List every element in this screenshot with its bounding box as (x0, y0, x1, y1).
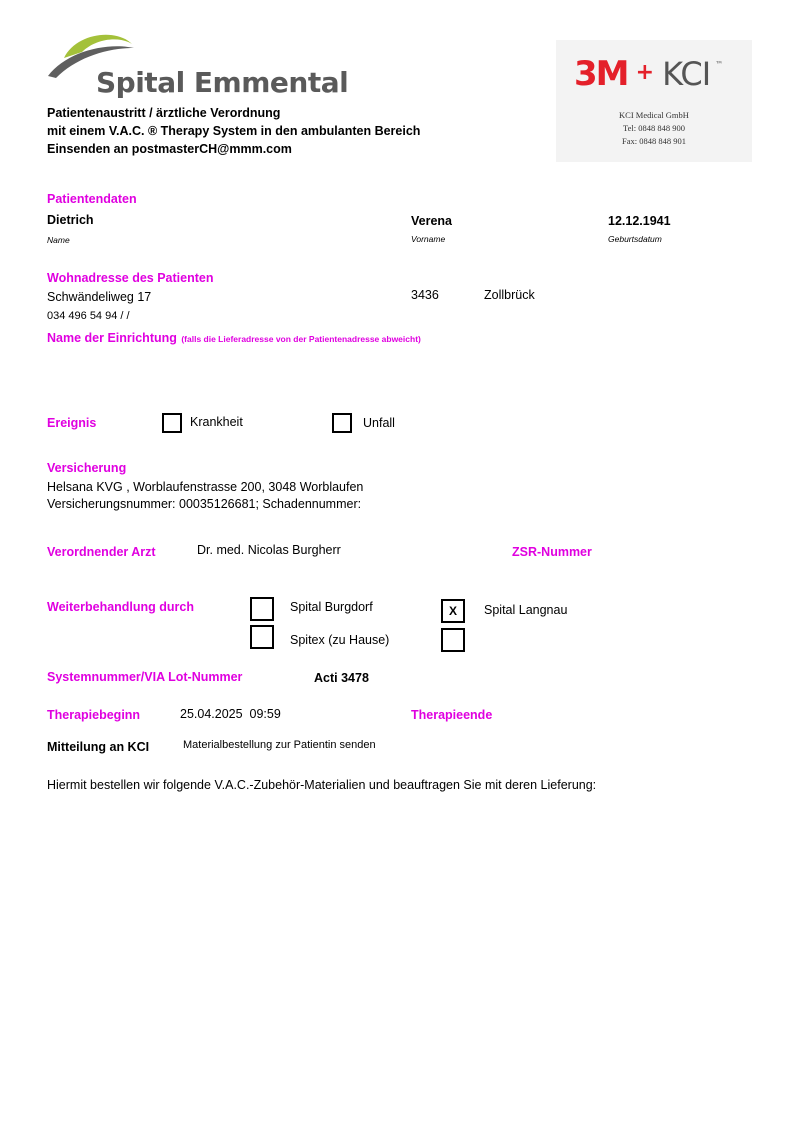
kci-brand (574, 54, 723, 94)
address-city: Zollbrück (484, 288, 535, 302)
patient-name: Dietrich (47, 213, 94, 227)
patient-vorname-label: Vorname (411, 234, 446, 244)
header-line-2: mit einem V.A.C. ® Therapy System in den ambulanten Bereich (47, 124, 421, 138)
message-value: Materialbestellung zur Patientin senden (183, 739, 376, 751)
system-value: Acti 3478 (314, 671, 369, 685)
header-line-1: Patientenaustritt / ärztliche Verordnung (47, 106, 281, 120)
kci-fax: Fax: 0848 848 901 (622, 136, 686, 146)
spital-langnau-label: Spital Langnau (484, 603, 568, 617)
patient-section-label: Patientendaten (47, 192, 137, 206)
zsr-label: ZSR-Nummer (512, 545, 592, 559)
spital-langnau-checkbox[interactable] (441, 599, 465, 623)
doctor-name: Dr. med. Nicolas Burgherr (197, 543, 341, 557)
facility-row (47, 329, 421, 347)
header-line-3: Einsenden an postmasterCH@mmm.com (47, 142, 292, 156)
ereignis-label: Ereignis (47, 416, 97, 430)
spital-burgdorf-label: Spital Burgdorf (290, 600, 373, 614)
address-plz: 3436 (411, 288, 439, 302)
brand-3m: 3M (574, 54, 628, 94)
patient-geburtsdatum-label: Geburtsdatum (608, 234, 662, 244)
message-label: Mitteilung an KCI (47, 740, 150, 754)
kci-tel: Tel: 0848 848 900 (623, 123, 685, 133)
order-text: Hiermit bestellen wir folgende V.A.C.-Zubehör-Materialien und beauftragen Sie mit deren Lieferung: (47, 778, 597, 792)
therapy-end-label: Therapieende (411, 708, 493, 722)
spitex-label: Spitex (zu Hause) (290, 633, 390, 647)
patient-name-label: Name (47, 235, 70, 245)
address-street: Schwändeliweg 17 (47, 290, 152, 304)
krankheit-label: Krankheit (190, 415, 243, 429)
unfall-label: Unfall (363, 416, 395, 430)
insurance-line-2: Versicherungsnummer: 00035126681; Schadennummer: (47, 497, 362, 511)
brand-tm: ™ (715, 60, 724, 69)
brand-kci: KCI (662, 55, 711, 93)
therapy-start-value: 25.04.2025 09:59 (180, 707, 281, 721)
empty-option-checkbox[interactable] (441, 628, 465, 652)
patient-geburtsdatum: 12.12.1941 (608, 214, 671, 228)
system-label: Systemnummer/VIA Lot-Nummer (47, 670, 243, 684)
spital-burgdorf-checkbox[interactable] (250, 597, 274, 621)
spitex-checkbox[interactable] (250, 625, 274, 649)
krankheit-checkbox[interactable] (162, 413, 182, 433)
logo-text: Spital Emmental (96, 66, 349, 99)
check-mark: X (448, 604, 457, 618)
insurance-line-1: Helsana KVG , Worblaufenstrasse 200, 3048 Worblaufen (47, 480, 364, 494)
address-section-label: Wohnadresse des Patienten (47, 271, 214, 285)
spital-emmental-logo (46, 28, 349, 102)
patient-vorname: Verena (411, 214, 453, 228)
therapy-start-label: Therapiebeginn (47, 708, 141, 722)
brand-plus-icon: + (635, 60, 655, 85)
insurance-label: Versicherung (47, 461, 127, 475)
facility-note: (falls die Lieferadresse von der Patientenadresse abweicht) (181, 334, 421, 344)
address-phone: 034 496 54 94 / / (47, 310, 130, 322)
unfall-checkbox[interactable] (332, 413, 352, 433)
kci-contact-box (556, 40, 752, 162)
doctor-label: Verordnender Arzt (47, 545, 156, 559)
followup-label: Weiterbehandlung durch (47, 600, 194, 614)
kci-company: KCI Medical GmbH (619, 110, 689, 120)
facility-label: Name der Einrichtung (47, 331, 177, 345)
